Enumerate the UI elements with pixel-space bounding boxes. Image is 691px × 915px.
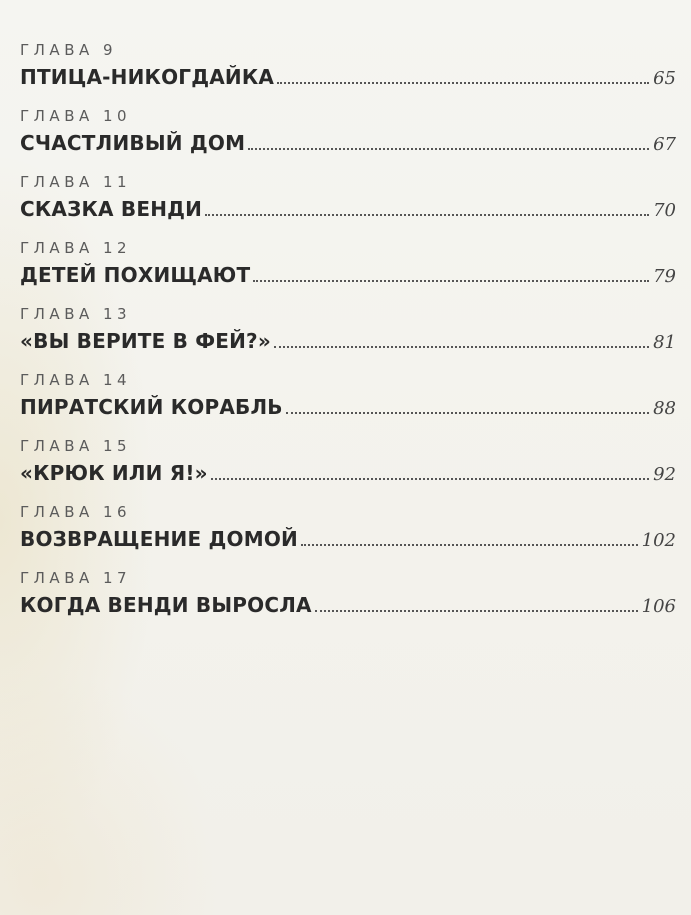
page-number: 70 (653, 200, 676, 221)
toc-title-row (20, 592, 676, 618)
chapter-title: ДЕТЕЙ ПОХИЩАЮТ (20, 263, 251, 287)
chapter-title: ПТИЦА-НИКОГДАЙКА (20, 65, 275, 89)
dot-leader (211, 477, 649, 480)
dot-leader (274, 345, 649, 348)
chapter-title: КОГДА ВЕНДИ ВЫРОСЛА (20, 593, 312, 617)
page-number: 79 (653, 266, 676, 287)
toc-title-row (20, 196, 676, 222)
toc-title-row (20, 262, 676, 288)
chapter-title: «КРЮК ИЛИ Я!» (20, 461, 208, 485)
chapter-label: ГЛАВА 11 (20, 173, 132, 191)
dot-leader (301, 543, 638, 546)
page-number: 106 (641, 596, 676, 617)
chapter-title: ВОЗВРАЩЕНИЕ ДОМОЙ (20, 527, 298, 551)
chapter-label: ГЛАВА 12 (20, 239, 132, 257)
page-number: 102 (641, 530, 676, 551)
toc-entry (20, 305, 676, 371)
toc-entry (20, 173, 676, 239)
page-number: 88 (653, 398, 676, 419)
page-number: 67 (653, 134, 676, 155)
dot-leader (248, 147, 649, 150)
chapter-title: ПИРАТСКИЙ КОРАБЛЬ (20, 395, 283, 419)
chapter-title: «ВЫ ВЕРИТЕ В ФЕЙ?» (20, 329, 271, 353)
toc-entry (20, 41, 676, 107)
toc-title-row (20, 526, 676, 552)
toc-title-row (20, 130, 676, 156)
page-number: 92 (653, 464, 676, 485)
toc-entry (20, 503, 676, 569)
chapter-title: СЧАСТЛИВЫЙ ДОМ (20, 131, 246, 155)
dot-leader (286, 411, 649, 414)
chapter-label: ГЛАВА 13 (20, 305, 132, 323)
chapter-label: ГЛАВА 15 (20, 437, 132, 455)
toc-title-row (20, 64, 676, 90)
dot-leader (205, 213, 649, 216)
toc-title-row (20, 328, 676, 354)
toc-entry (20, 371, 676, 437)
toc-entry (20, 239, 676, 305)
toc-title-row (20, 394, 676, 420)
page-number: 65 (653, 68, 676, 89)
dot-leader (277, 81, 649, 84)
table-of-contents (20, 41, 676, 635)
chapter-label: ГЛАВА 10 (20, 107, 132, 125)
toc-entry (20, 437, 676, 503)
chapter-label: ГЛАВА 17 (20, 569, 132, 587)
toc-entry (20, 569, 676, 635)
show-through-text (230, 655, 238, 685)
chapter-label: ГЛАВА 14 (20, 371, 132, 389)
dot-leader (253, 279, 649, 282)
chapter-title: СКАЗКА ВЕНДИ (20, 197, 203, 221)
chapter-label: ГЛАВА 9 (20, 41, 118, 59)
chapter-label: ГЛАВА 16 (20, 503, 132, 521)
page-number: 81 (653, 332, 676, 353)
toc-title-row (20, 460, 676, 486)
toc-entry (20, 107, 676, 173)
dot-leader (315, 609, 638, 612)
